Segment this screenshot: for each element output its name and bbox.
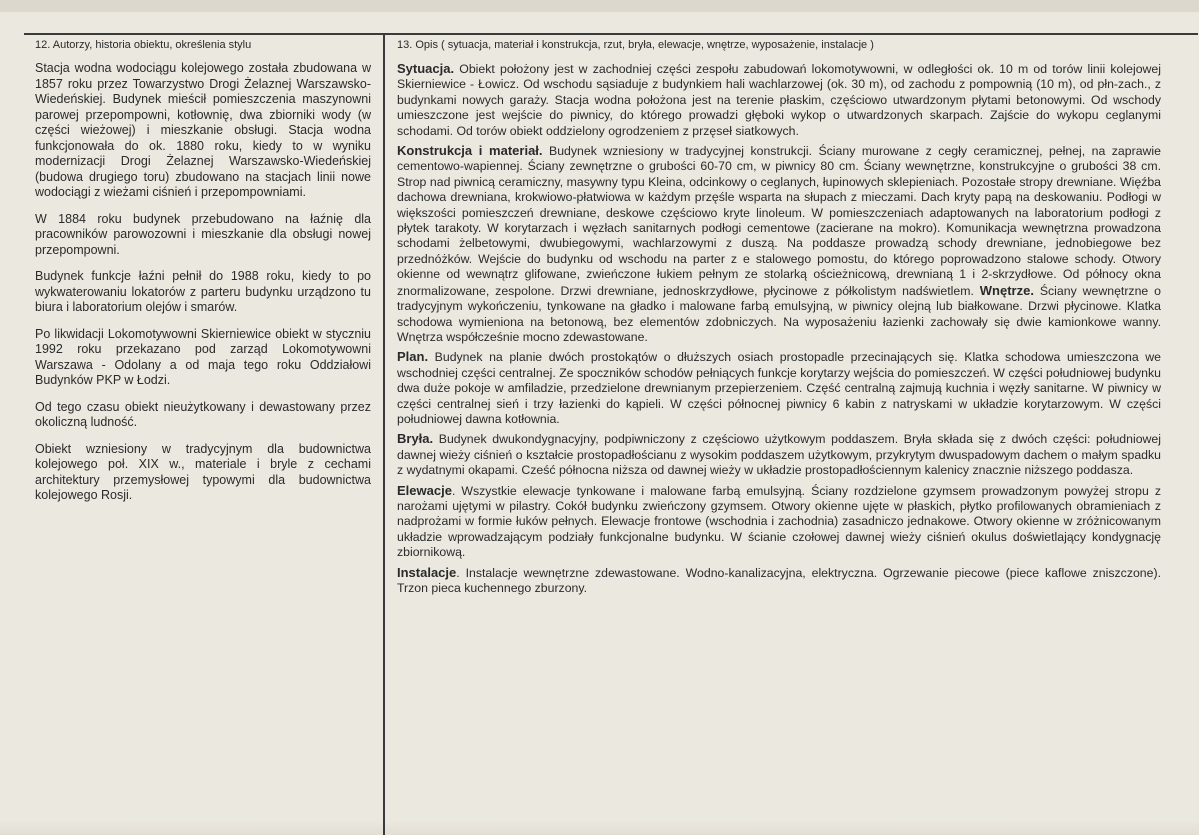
section-12-history [35, 38, 371, 515]
history-paragraph-1: Stacja wodna wodociągu kolejowego została zbudowana w 1857 roku przez Towarzystwo Drogi Żelaznej Warszawsko-Wiedeńskiej. Budynek mieścił pomieszczenia maszynowni parowej przepompowni, kotłownię, dwa zbiorniki wody (w części wieżowej) i mieszkanie obsługi. Stacja wodna funkcjonowała do ok. 1880 roku, kiedy to w wyniku modernizacji Drogi Żelaznej Warszawsko-Wiedeńskiej (budowa drugiego toru) zbudowano na stacjach linii nowe wodociągi z wieżami ciśnień i przepompowniami. [35, 61, 371, 199]
text-elewacje: . Wszystkie elewacje tynkowane i malowane farbą emulsyjną. Ściany rozdzielone gzymsem prowadzonym powyżej stropu z narożami ujętymi w pilastry. Cokół budynku zwieńczony gzymsem. Otwory okienne ujęte w płaskich, płytko profilowanych obramieniach z nadprożami w formie łuków pełnych. Elewacje frontowe (wschodnia i zachodnia) zasadniczo jednakowe. Otwory okienne w zróżnicowanym układzie wprowadzającym podziały funkcjonalne budynku. W ścianie czołowej dawnej wieży ciśnień okulus doświetlający kondygnację zbiornikową. [397, 483, 1161, 560]
text-instalacje: . Instalacje wewnętrzne zdewastowane. Wodno-kanalizacyjna, elektryczna. Ogrzewanie piecowe (piece kaflowe zniszczone). Trzon pieca kuchennego zburzony. [397, 565, 1161, 595]
text-bryla: Budynek dwukondygnacyjny, podpiwniczony z częściowo użytkowym poddaszem. Bryła składa się z dwóch części: południowej dawnej wieży ciśnień o kształcie prostopadłościanu z wysokim poddaszem użytkowym, przykrytym dwuspadowym dachem o małym spadku z wydatnymi okapami. Cześć północna niższa od dawnej wieży w układzie prostopadłościennym kalenicy znacznie niższego poddasza. [397, 432, 1161, 478]
column-divider [383, 33, 385, 835]
label-sytuacja: Sytuacja. [397, 61, 455, 76]
label-instalacje: Instalacje [397, 564, 457, 580]
history-paragraph-4: Po likwidacji Lokomotywowni Skierniewice obiekt w styczniu 1992 roku przekazano pod zarząd Lokomotywowni Warszawa - Odolany a od maja tego roku Oddziałowi Budynków PKP w Łodzi. [35, 326, 371, 387]
paragraph-elewacje [397, 483, 1161, 561]
frame-top-rule [24, 33, 1198, 35]
paragraph-instalacje [397, 565, 1161, 597]
history-paragraph-2: W 1884 roku budynek przebudowano na łaźnię dla pracowników parowozowni i mieszkanie dla obsługi nowej przepompowni. [35, 211, 371, 257]
text-wnetrze: Ściany wewnętrzne o tradycyjnym wykończeniu, tynkowane na gładko i malowane farbą emulsyjną, w piwnicy olejną lub białkowane. Drzwi płycinowe. Klatka schodowa wymieniona na betonową, bez elementów zdobniczych. Na wyposażeniu łazienki zachowały się dwie kamionkowe wanny. Wnętrza współcześnie mocno zdewastowane. [397, 283, 1161, 344]
section-13-description [397, 38, 1161, 600]
label-konstrukcja: Konstrukcja i materiał. [397, 143, 543, 159]
section-13-heading: 13. Opis ( sytuacja, materiał i konstrukcja, rzut, bryła, elewacje, wnętrze, wyposażenie, instalacje ) [397, 39, 874, 51]
paragraph-bryla [397, 431, 1161, 478]
history-paragraph-3: Budynek funkcje łaźni pełnił do 1988 roku, kiedy to po wykwaterowaniu lokatorów z parteru budynku urządzono tu biura i laboratorium olejów i smarów. [35, 269, 371, 314]
label-elewacje: Elewacje [397, 482, 452, 498]
text-konstrukcja: Budynek wzniesiony w tradycyjnej konstrukcji. Ściany murowane z cegły ceramicznej, pełnej, na zaprawie cementowo-wapiennej. Ściany zewnętrzne o grubości 60-70 cm, w piwnicy 80 cm. Ściany wewnętrzne, konstrukcyjne o grubości 38 cm. Strop nad piwnicą ceramiczny, masywny typu Kleina, odcinkowy o ceglanych, łupinowych sklepieniach. Pozostałe stropy drewniane. Więźba dachowa drewniana, krokwiowo-płatwiowa w każdym przęśle wsparta na słupach z mieczami. Dach kryty papą na deskowaniu. Podłogi w większości pomieszczeń drewniane, deskowe częściowo kryte linoleum. W pomieszczeniach adaptowanych na laboratorium podłogi z płytek tarakoty. W korytarzach i węzłach sanitarnych podłogi cementowe (zacierane na mokro). Komunikacja wewnętrzna prowadzona schodami żelbetowymi, dwubiegowymi, wachlarzowymi z duszą. Na poddasze prowadzą schody drewniane, jednobiegowe bez przednóżków. Wejście do budynku od wschodu na parter z e stalowego pomostu, do którego poprowadzono stalowe schody. Otwory okienne od wewnątrz glifowane, zwieńczone łukiem pełnym ze stolarką ościeżnicową, drewnianą 1 i 2-skrzydłowe. Od północy okna znormalizowane, zespolone. Drzwi drewniane, jednoskrzydłowe, płycinowe z półkolistym nadświetlem. [397, 144, 1161, 298]
paragraph-konstrukcja [397, 143, 1161, 345]
page-top-edge [0, 0, 1199, 12]
text-plan: Budynek na planie dwóch prostokątów o dłuższych osiach prostopadle przecinających się. Klatka schodowa umieszczona we wschodniej części centralnej. Ze spoczników schodów pełniących funkcje korytarzy wejścia do pomieszczeń. W części południowej budynku dwa duże pokoje w amfiladzie, przedzielone drewnianym przepierzeniem. Część centralną zajmują kuchnia i węzły sanitarne. W piwnicy w części centralnej sień i trzy łazienki do kąpieli. W części północnej piwnicy 6 kabin z natryskami w układzie korytarzowym. W części południowej dawna kotłownia. [397, 350, 1161, 426]
paragraph-plan [397, 349, 1161, 427]
label-wnetrze: Wnętrze. [979, 282, 1034, 298]
text-sytuacja: Obiekt położony jest w zachodniej części zespołu zabudowań lokomotywowni, w odległości ok. 10 m od torów linii kolejowej Skierniewice - Łowicz. Od wschodu sąsiaduje z budynkiem hali wachlarzowej (ok. 30 m), od zachodu z pompownią (10 m), od płn-zach., z budynkami nowych garaży. Stacja wodna położona jest na terenie płaskim, częściowo utwardzonym płytami betonowymi. Od wschody umieszczone jest wejście do piwnicy, do którego prowadzi głęboki wykop o utwardzonych skarpach. Zajście do wykopu ceglanymi schodami. Od torów obiekt oddzielony ogrodzeniem z przęseł siatkowych. [397, 62, 1161, 138]
history-paragraph-6: Obiekt wzniesiony w tradycyjnym dla budownictwa kolejowego poł. XIX w., materiale i bryle z cechami architektury przemysłowej typowymi dla budownictwa kolejowego Rosji. [35, 441, 371, 502]
section-12-heading: 12. Autorzy, historia obiektu, określenia stylu [35, 39, 252, 51]
history-paragraph-5: Od tego czasu obiekt nieużytkowany i dewastowany przez okoliczną ludność. [35, 399, 371, 429]
paragraph-sytuacja [397, 61, 1161, 139]
label-bryla: Bryła. [397, 431, 434, 447]
label-plan: Plan. [397, 349, 429, 365]
